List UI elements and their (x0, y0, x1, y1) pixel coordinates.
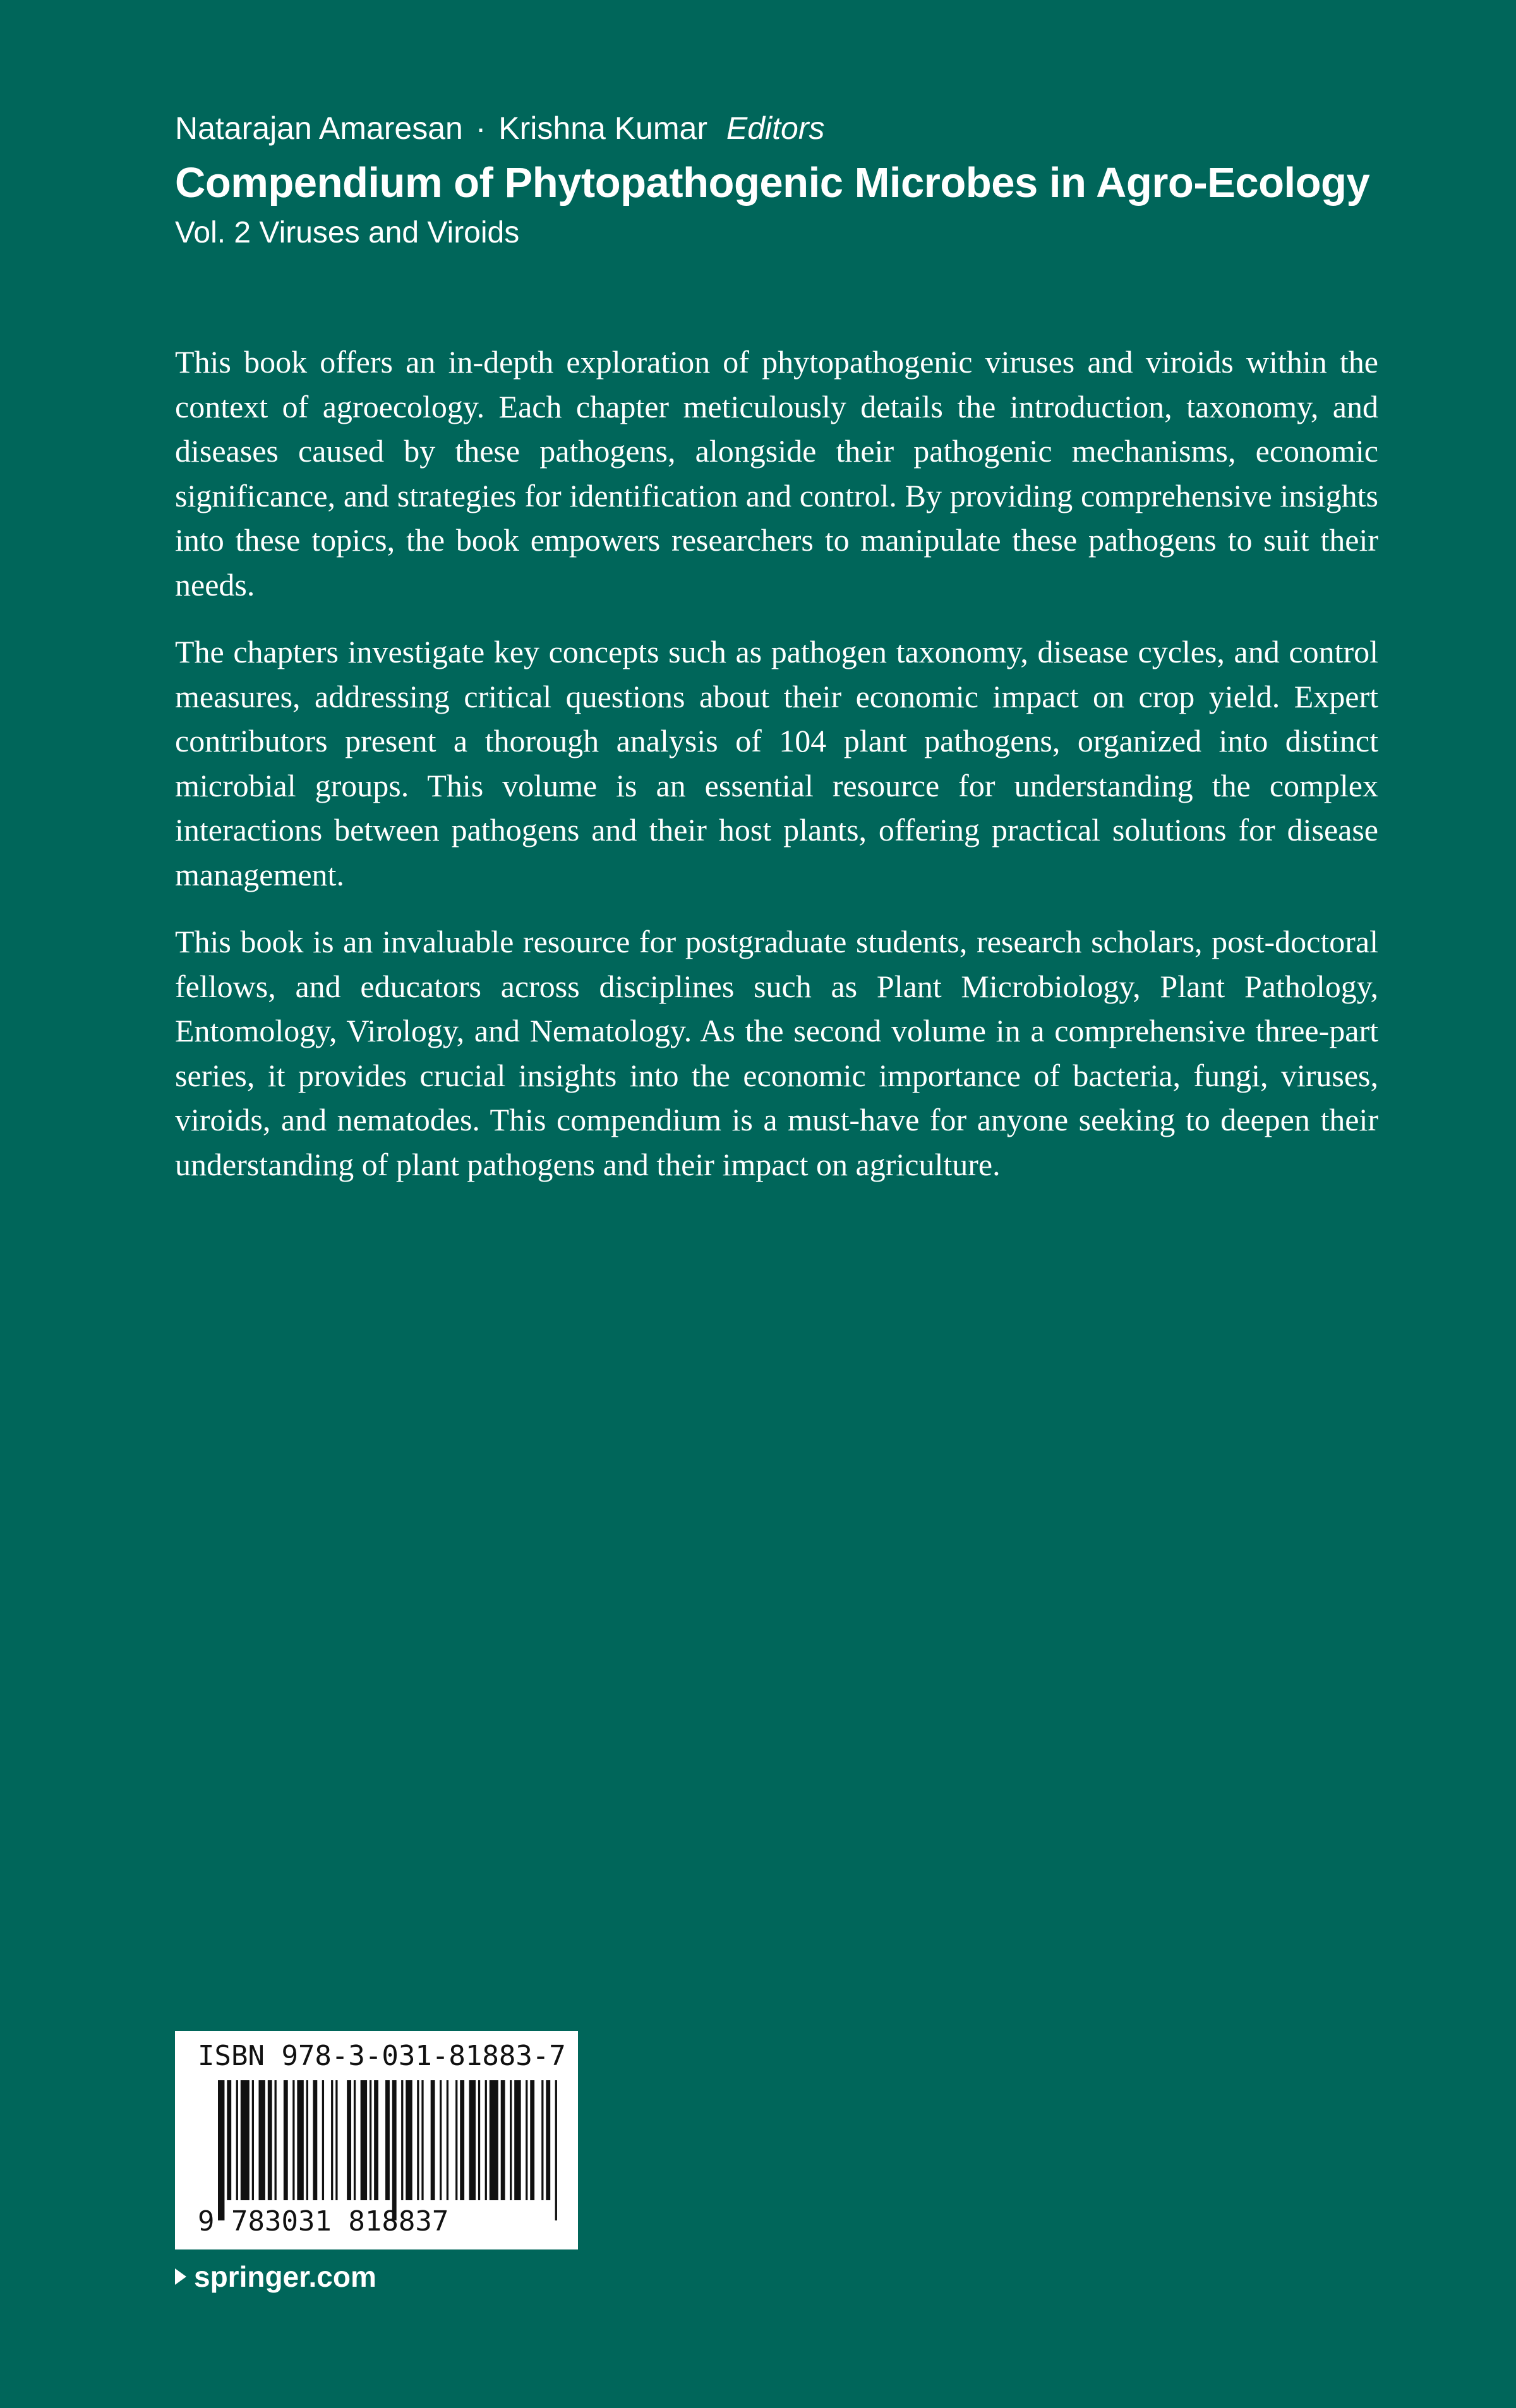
barcode-bar (546, 2080, 550, 2200)
editor-separator: · (475, 111, 486, 146)
blurb (175, 340, 1378, 1209)
barcode-bar (227, 2080, 231, 2200)
barcode-bar (514, 2080, 520, 2200)
barcode-bar (478, 2080, 480, 2200)
barcode-bar (268, 2080, 272, 2200)
barcode-bar (374, 2080, 378, 2200)
isbn-label: ISBN 978-3-031-81883-7 (198, 2040, 566, 2072)
barcode-digits: 9 783031 818837 (198, 2205, 449, 2237)
editor-name-2: Krishna Kumar (498, 111, 707, 146)
barcode-bar (218, 2080, 224, 2220)
barcode-bar (258, 2080, 265, 2200)
barcode-bar (555, 2080, 557, 2220)
barcode-bar (510, 2080, 512, 2200)
barcode-bar (440, 2080, 442, 2200)
barcode-bar (275, 2080, 277, 2200)
barcode-bar (335, 2080, 337, 2200)
barcode-bar (401, 2080, 403, 2200)
cover-header (175, 106, 1375, 254)
editor-name-1: Natarajan Amaresan (175, 111, 463, 146)
barcode-bar (284, 2080, 288, 2200)
barcode-bar (370, 2080, 371, 2200)
barcode-bar (347, 2080, 351, 2200)
barcode-bar (297, 2080, 303, 2200)
editors-role: Editors (726, 111, 825, 146)
barcode-bar (306, 2080, 308, 2200)
barcode-bar (322, 2080, 324, 2200)
barcode-bar (292, 2080, 294, 2200)
barcode-bar (392, 2080, 397, 2220)
barcode-bar (361, 2080, 367, 2200)
barcode-bar (313, 2080, 317, 2200)
barcode-bar (490, 2080, 498, 2200)
editors-line (175, 106, 1375, 150)
barcode-bar (406, 2080, 412, 2200)
barcode-bar (541, 2080, 543, 2200)
barcode-bar (530, 2080, 534, 2200)
barcode-bar (447, 2080, 448, 2200)
publisher-website-label: springer.com (194, 2260, 376, 2293)
blurb-paragraph-2: The chapters investigate key concepts such as pathogen taxonomy, disease cycles, and control measures, addressing critical questions about their economic impact on crop yield. Expert contributors present a thorough analysis of 104 plant pathogens, organized into distinct microbial groups. This volume is an essential resource for understanding the complex interactions between pathogens and their host plants, offering practical solutions for disease management. (175, 634, 1378, 892)
barcode-bar (417, 2080, 419, 2200)
barcode-bar (460, 2080, 464, 2200)
blurb-paragraph-1: This book offers an in-depth exploration of phytopathogenic viruses and viroids within the context of agroecology. Each chapter meticulously details the introduction, taxonomy, and diseases caused by these pathogens, alongside their pathogenic mechanisms, economic significance, and strategies for identification and control. By providing comprehensive insights into these topics, the book empowers researchers to manipulate these pathogens to suit their needs. (175, 344, 1378, 602)
barcode-bar (354, 2080, 356, 2200)
publisher-website-link[interactable] (175, 2256, 376, 2297)
barcode-bar (331, 2080, 333, 2200)
barcode-bar (485, 2080, 487, 2200)
barcode-bar (526, 2080, 527, 2200)
barcode-bar (455, 2080, 457, 2200)
arrow-right-icon (175, 2268, 186, 2285)
barcode-bar (252, 2080, 254, 2200)
barcode-bar (236, 2080, 238, 2200)
barcode-bar (241, 2080, 250, 2200)
book-title: Compendium of Phytopathogenic Microbes in Agro-Ecology (175, 159, 1370, 207)
barcode-bar (385, 2080, 390, 2200)
barcode-bar (469, 2080, 476, 2200)
barcode-bar (501, 2080, 505, 2200)
barcode-bar (431, 2080, 435, 2200)
barcode-box (175, 2031, 578, 2249)
volume-subtitle: Vol. 2 Viruses and Viroids (175, 216, 520, 249)
blurb-paragraph-3: This book is an invaluable resource for postgraduate students, research scholars, post-doctoral fellows, and educators across disciplines such as Plant Microbiology, Plant Pathology, Entomology, Virology, and Nematology. As the second volume in a comprehensive three-part series, it provides crucial insights into the economic importance of bacteria, fungi, viruses, viroids, and nematodes. This compendium is a must-have for anyone seeking to deepen their understanding of plant pathogens and their impact on agriculture. (175, 924, 1378, 1182)
barcode-bar (421, 2080, 423, 2200)
